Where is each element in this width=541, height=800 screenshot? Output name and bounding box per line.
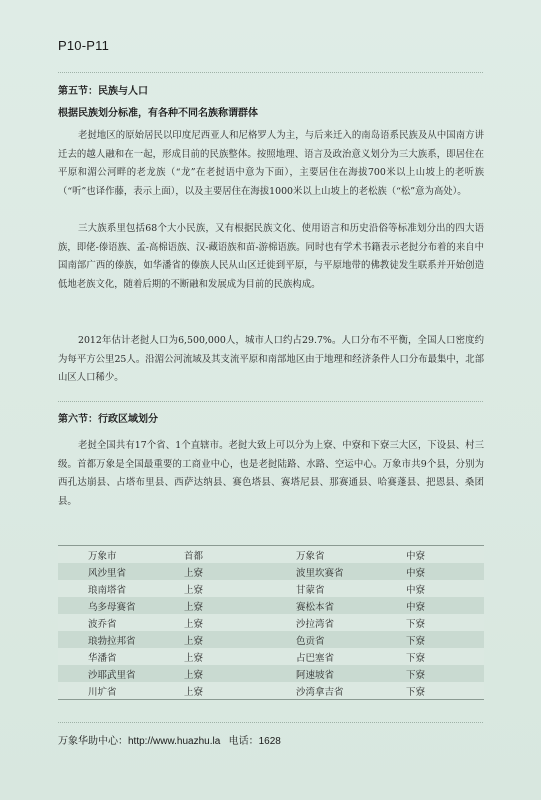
section5-paragraph-3: 2012年估计老挝人口为6,500,000人，城市人口约占29.7%。人口分布不平衡，全国人口密度约为每平方公里25人。沿湄公河流域及其支流平原和南部地区由于地理和经济条件人口分布最集中，北部山区人口稀少。 [58, 335, 484, 384]
table-cell-region: 上寮 [184, 614, 296, 631]
table-cell-region: 首都 [184, 546, 296, 563]
table-cell-region: 上寮 [184, 597, 296, 614]
footer-url[interactable]: http://www.huazhu.la [128, 736, 221, 747]
table-cell-province-name: 沙湾拿吉省 [296, 682, 406, 699]
table-cell-region: 上寮 [184, 665, 296, 682]
table-cell-province-name: 川圹省 [58, 682, 184, 699]
page-label: P10-P11 [58, 38, 110, 53]
table-cell-province-name: 波里坎赛省 [296, 563, 406, 580]
table-cell-province-name: 赛松本省 [296, 597, 406, 614]
section6-paragraph-1: 老挝全国共有17个省、1个直辖市。老挝大致上可以分为上寮、中寮和下寮三大区，下设县、村三级。首都万象是全国最重要的工商业中心，也是老挝陆路、水路、空运中心。万象市共9个县，分别为西孔达崩县、占塔布里县、西萨达纳县、赛色塔县、赛塔尼县、那赛通县、哈赛蓬县、把恩县、桑团县。 [58, 440, 484, 507]
table-cell-region: 中寮 [406, 563, 484, 580]
table-cell-region: 上寮 [184, 648, 296, 665]
table-cell-region: 中寮 [406, 580, 484, 597]
table-row [58, 563, 484, 580]
table-cell-region: 上寮 [184, 563, 296, 580]
table-cell-region: 上寮 [184, 580, 296, 597]
table-cell-province-name: 万象省 [296, 546, 406, 563]
table-cell-province-name: 占巴塞省 [296, 648, 406, 665]
table-row [58, 597, 484, 614]
table-cell-region: 下寮 [406, 665, 484, 682]
section5-paragraph-2: 三大族系里包括68个大小民族，又有根据民族文化、使用语言和历史沿俗等标准划分出的四大语族，即佬-傣语族、孟-高棉语族、汉-藏语族和苗-游棉语族。同时也有学术书籍表示老挝分布着的来自中国南部广西的傣族，如华潘省的傣族人民从山区迁徙到平原，与平原地带的佛教徒发生联系并开始创造低地老族文化，随着后期的不断融和发展成为目前的民族构成。 [58, 223, 484, 290]
section5-paragraph-1: 老挝地区的原始居民以印度尼西亚人和尼格罗人为主，与后来迁入的南岛语系民族及从中国南方讲迁去的越人融和在一起，形成目前的民族整体。按照地理、语言及政治意义划分为三大族系，即居住在平原和湄公河畔的老龙族（“龙”在老挝语中意为下面），主要居住在海拔700米以上山坡上的老听族（“听”也译作藤，表示上面），以及主要居住在海拔1000米以上山坡上的老松族（“松”意为高处）。 [58, 130, 484, 197]
table-cell-region: 上寮 [184, 631, 296, 648]
table-cell-province-name: 乌多母赛省 [58, 597, 184, 614]
section6-title: 第六节：行政区域划分 [58, 414, 158, 425]
table-cell-province-name: 沙耶武里省 [58, 665, 184, 682]
table-row [58, 665, 484, 682]
table-row [58, 614, 484, 631]
table-cell-province-name: 色贡省 [296, 631, 406, 648]
table-cell-region: 下寮 [406, 631, 484, 648]
footer-phone: 1628 [258, 736, 281, 747]
footer-center-label: 万象华助中心： [58, 736, 128, 747]
table-cell-region: 下寮 [406, 682, 484, 699]
table-row [58, 580, 484, 597]
table-cell-province-name: 琅南塔省 [58, 580, 184, 597]
province-table-body [58, 546, 484, 699]
table-cell-region: 上寮 [184, 682, 296, 699]
top-divider [58, 72, 483, 73]
section5-subtitle: 根据民族划分标准，有各种不同名族称谓群体 [58, 108, 258, 119]
table-cell-province-name: 风沙里省 [58, 563, 184, 580]
table-cell-province-name: 波乔省 [58, 614, 184, 631]
table-row [58, 546, 484, 563]
table-cell-province-name: 甘蒙省 [296, 580, 406, 597]
table-cell-province-name: 华潘省 [58, 648, 184, 665]
province-table [58, 545, 484, 700]
table-cell-region: 中寮 [406, 597, 484, 614]
table-row [58, 648, 484, 665]
table-cell-province-name: 万象市 [58, 546, 184, 563]
table-row [58, 682, 484, 699]
table-cell-region: 下寮 [406, 648, 484, 665]
footer [58, 732, 281, 747]
table-cell-region: 中寮 [406, 546, 484, 563]
footer-divider [58, 722, 483, 723]
footer-phone-label: 电话： [228, 736, 259, 747]
table-cell-region: 下寮 [406, 614, 484, 631]
table-cell-province-name: 阿速坡省 [296, 665, 406, 682]
section5-title: 第五节：民族与人口 [58, 86, 148, 97]
table-cell-province-name: 沙拉湾省 [296, 614, 406, 631]
middle-divider [58, 401, 483, 402]
table-cell-province-name: 琅勃拉邦省 [58, 631, 184, 648]
table-row [58, 631, 484, 648]
